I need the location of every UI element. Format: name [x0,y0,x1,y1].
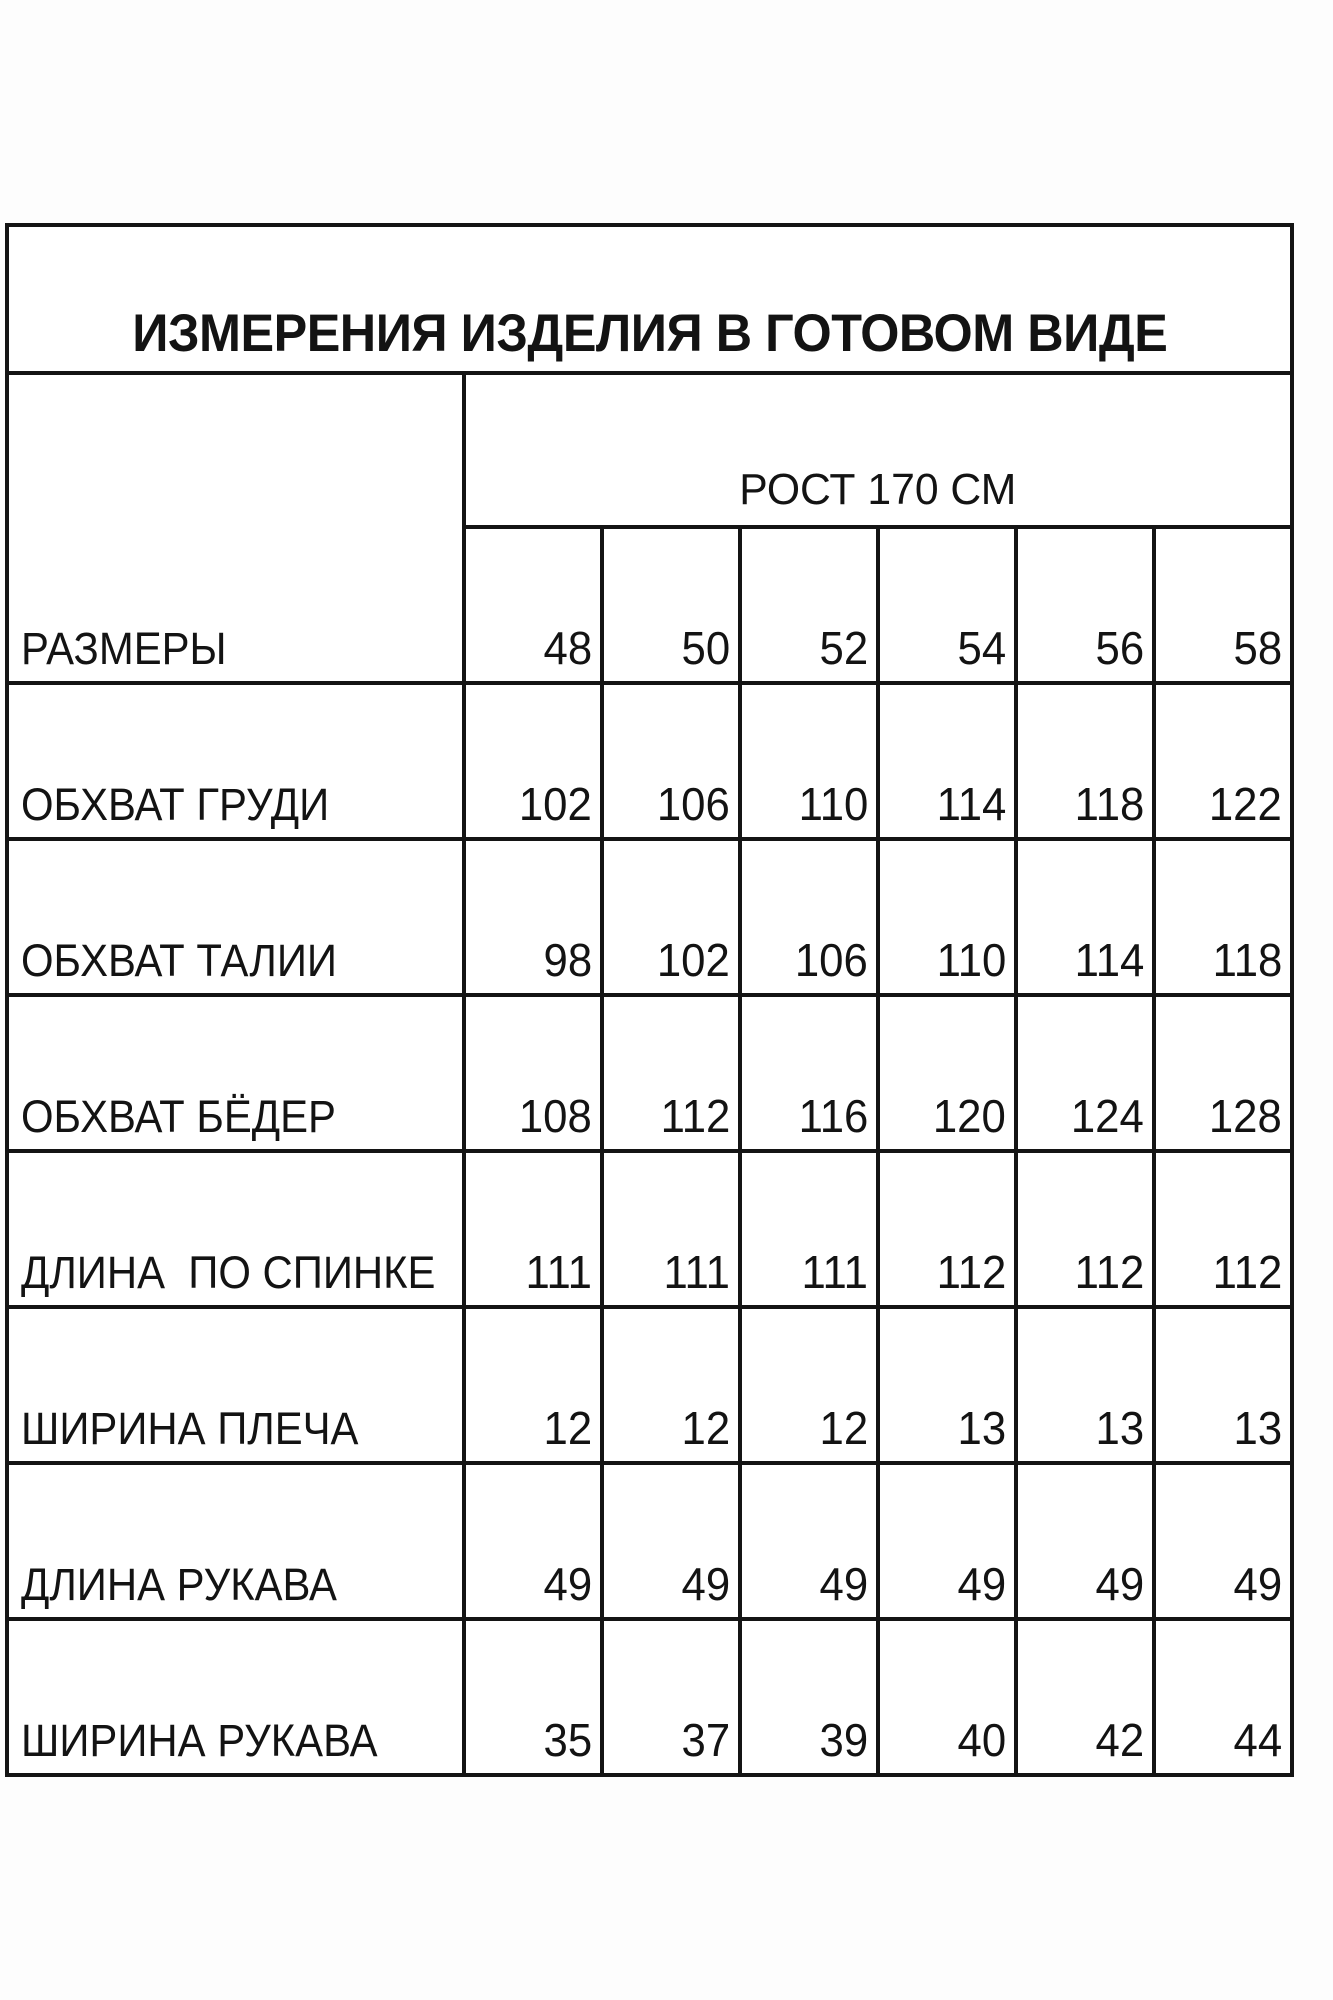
measurement-value-text: 37 [681,1714,730,1767]
measurement-value-cell [604,1309,738,1461]
measurement-value-cell [1018,1621,1152,1773]
measurement-value-cell [880,1309,1014,1461]
measurement-value-text: 35 [543,1714,592,1767]
measurement-value-cell [466,841,600,993]
measurement-value-cell [466,1465,600,1617]
measurement-value-cell [742,841,876,993]
measurement-value-text: 116 [798,1090,868,1143]
row-label-sizes-text: РАЗМЕРЫ [21,623,227,675]
measurement-value-cell [604,841,738,993]
measurement-value-text: 110 [936,934,1006,987]
measurement-value-cell [466,997,600,1149]
measurement-value-cell [466,1621,600,1773]
row-label-text: ШИРИНА РУКАВА [21,1715,378,1767]
measurement-value-cell [1018,1309,1152,1461]
measurement-value-text: 110 [798,778,868,831]
size-column-header [1156,529,1290,681]
measurement-value-cell [604,1621,738,1773]
row-label [9,1621,462,1773]
measurement-value-text: 111 [525,1246,592,1299]
measurement-value-cell [1018,1153,1152,1305]
size-column-header [742,529,876,681]
row-label-text: ОБХВАТ БЁДЕР [21,1091,336,1143]
measurement-value-cell [742,685,876,837]
measurement-value-text: 12 [681,1402,730,1455]
measurement-value-text: 120 [933,1090,1006,1143]
measurement-value-cell [466,1309,600,1461]
size-chart-table [5,223,1294,1777]
measurement-value-text: 118 [1074,778,1144,831]
measurement-value-cell [1156,1621,1290,1773]
measurement-value-text: 12 [819,1402,868,1455]
measurement-value-cell [880,841,1014,993]
measurement-value-cell [880,1153,1014,1305]
measurement-value-text: 49 [819,1558,868,1611]
measurement-value-cell [742,1309,876,1461]
measurement-value-cell [1018,1465,1152,1617]
measurement-value-text: 49 [1233,1558,1282,1611]
measurement-value-text: 106 [795,934,868,987]
size-column-header [1018,529,1152,681]
measurement-value-text: 13 [1095,1402,1144,1455]
measurement-value-cell [880,1465,1014,1617]
measurement-value-cell [742,1465,876,1617]
measurement-value-text: 49 [681,1558,730,1611]
row-label-sizes [9,375,462,681]
measurement-value-text: 39 [819,1714,868,1767]
measurement-value-text: 118 [1212,934,1282,987]
measurement-value-text: 40 [957,1714,1006,1767]
measurement-value-text: 49 [1095,1558,1144,1611]
size-column-header-text: 48 [543,622,592,675]
measurement-value-cell [742,997,876,1149]
measurement-value-text: 112 [936,1246,1006,1299]
size-column-header [880,529,1014,681]
measurement-value-cell [880,997,1014,1149]
measurement-value-text: 13 [1233,1402,1282,1455]
measurement-value-text: 112 [1212,1246,1282,1299]
row-label [9,841,462,993]
measurement-value-text: 128 [1209,1090,1282,1143]
measurement-value-cell [466,685,600,837]
measurement-value-cell [1156,841,1290,993]
row-label [9,685,462,837]
measurement-value-cell [1156,1465,1290,1617]
measurement-value-text: 108 [519,1090,592,1143]
size-column-header [466,529,600,681]
measurement-value-cell [1018,997,1152,1149]
measurement-value-text: 49 [957,1558,1006,1611]
measurement-value-cell [1018,685,1152,837]
measurement-value-text: 98 [543,934,592,987]
row-label [9,1153,462,1305]
measurement-value-text: 49 [543,1558,592,1611]
measurement-value-text: 112 [1074,1246,1144,1299]
measurement-value-cell [1156,997,1290,1149]
measurement-value-text: 13 [957,1402,1006,1455]
measurement-value-cell [880,685,1014,837]
measurement-value-cell [604,685,738,837]
measurement-value-text: 122 [1209,778,1282,831]
measurement-value-text: 112 [660,1090,730,1143]
measurement-value-text: 106 [657,778,730,831]
measurement-value-cell [1156,1309,1290,1461]
measurement-value-text: 111 [663,1246,730,1299]
size-column-header-text: 56 [1095,622,1144,675]
row-label [9,1309,462,1461]
measurement-value-cell [1156,685,1290,837]
measurement-value-cell [604,997,738,1149]
measurement-value-text: 114 [1074,934,1144,987]
measurement-value-text: 44 [1233,1714,1282,1767]
row-label-text: ДЛИНА РУКАВА [21,1559,337,1611]
measurement-value-cell [1018,841,1152,993]
measurement-value-text: 114 [936,778,1006,831]
measurement-value-cell [742,1153,876,1305]
measurement-value-cell [604,1153,738,1305]
row-label [9,1465,462,1617]
measurement-value-text: 124 [1071,1090,1144,1143]
measurement-value-cell [466,1153,600,1305]
size-column-header-text: 58 [1233,622,1282,675]
measurement-value-text: 102 [657,934,730,987]
size-column-header-text: 54 [957,622,1006,675]
row-label-text: ОБХВАТ ТАЛИИ [21,935,338,987]
height-header [466,375,1290,525]
row-label-text: ОБХВАТ ГРУДИ [21,779,330,831]
measurement-value-cell [742,1621,876,1773]
measurement-value-cell [880,1621,1014,1773]
size-column-header-text: 50 [681,622,730,675]
row-label-text: ДЛИНА ПО СПИНКЕ [21,1247,436,1299]
row-label-text: ШИРИНА ПЛЕЧА [21,1403,359,1455]
row-label [9,997,462,1149]
table-title-text: ИЗМЕРЕНИЯ ИЗДЕЛИЯ В ГОТОВОМ ВИДЕ [131,303,1168,363]
measurement-value-cell [604,1465,738,1617]
measurement-value-cell [1156,1153,1290,1305]
size-column-header-text: 52 [819,622,868,675]
measurement-value-text: 42 [1095,1714,1144,1767]
size-column-header [604,529,738,681]
measurement-value-text: 102 [519,778,592,831]
height-header-text: РОСТ 170 СМ [739,465,1017,515]
measurement-value-text: 12 [543,1402,592,1455]
measurement-value-text: 111 [801,1246,868,1299]
table-title [9,227,1290,371]
